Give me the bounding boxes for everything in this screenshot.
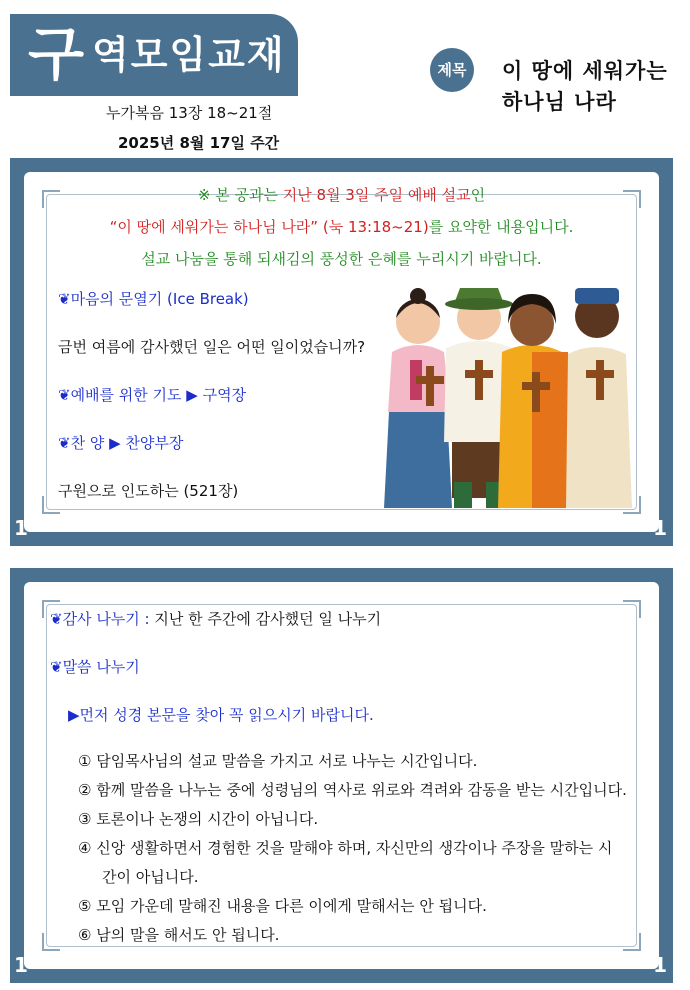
subject-badge: 제목 xyxy=(430,48,474,92)
rule-item: ⑥ 남의 말을 해서도 안 됩니다. xyxy=(78,926,280,944)
icebreak-heading: ❦마음의 문열기 (Ice Break) xyxy=(58,290,249,308)
intro-line-1-b: 지난 8월 3일 주일 예배 설교 xyxy=(282,186,471,204)
page-number-right: 1 xyxy=(653,953,667,977)
thanks-text: 지난 한 주간에 감사했던 일 나누기 xyxy=(154,610,382,628)
icebreak-question: 금번 여름에 감사했던 일은 어떤 일이었습니까? xyxy=(58,338,366,356)
rule-item: ③ 토론이나 논쟁의 시간이 아닙니다. xyxy=(78,810,319,828)
frame-corner xyxy=(623,933,641,951)
sharing-panel xyxy=(10,568,673,983)
title-banner xyxy=(10,14,298,96)
page-number-left: 1 xyxy=(14,516,28,540)
intro-line-2-a: “이 땅에 세워가는 하나님 나라” (눅 13:18~21) xyxy=(109,218,429,236)
word-heading: ❦말씀 나누기 xyxy=(50,658,140,676)
rule-item: ⑤ 모임 가운데 말해진 내용을 다른 이에게 말해서는 안 됩니다. xyxy=(78,897,487,915)
intro-line-2 xyxy=(24,216,659,237)
intro-line-1-a: ※ 본 공과는 xyxy=(197,186,283,204)
sharing-panel-inner xyxy=(24,582,659,969)
people-with-crosses-illustration xyxy=(382,282,634,508)
word-instruction: ▶먼저 성경 본문을 찾아 꼭 읽으시기 바랍니다. xyxy=(68,706,374,724)
intro-line-1 xyxy=(24,184,659,205)
intro-line-2-b: 를 요약한 내용입니다. xyxy=(428,218,574,236)
title-text: 역모임교재 xyxy=(92,33,286,77)
rule-item: ① 담임목사님의 설교 말씀을 가지고 서로 나누는 시간입니다. xyxy=(78,752,478,770)
intro-line-1-c: 인 xyxy=(470,186,486,204)
rule-item: ④ 신앙 생활하면서 경험한 것을 말해야 하며, 자신만의 생각이나 주장을 말하는 시 xyxy=(78,839,613,857)
subject-title xyxy=(502,56,668,118)
hymn-title: 구원으로 인도하는 (521장) xyxy=(58,482,239,500)
thanks-line xyxy=(50,608,381,629)
title-initial: 구 xyxy=(28,20,85,88)
rule-item: ② 함께 말씀을 나누는 중에 성령님의 역사로 위로와 격려와 감동을 받는 시간입니다. xyxy=(78,781,627,799)
page-number-right: 1 xyxy=(653,516,667,540)
scripture-reference: 누가복음 13장 18~21절 xyxy=(106,104,273,122)
lesson-date: 2025년 8월 17일 주간 xyxy=(118,134,280,152)
thanks-heading: ❦감사 나누기 : xyxy=(50,610,150,628)
subject-line-1: 이 땅에 세워가는 xyxy=(502,59,668,83)
person-hanbok xyxy=(384,288,452,508)
subject-line-2: 하나님 나라 xyxy=(502,90,617,114)
hymn-line: ❦찬 양 ▶ 찬양부장 xyxy=(58,434,184,452)
intro-line-3: 설교 나눔을 통해 되새김의 풍성한 은혜를 누리시기 바랍니다. xyxy=(141,250,542,268)
frame-corner xyxy=(42,933,60,951)
frame-corner xyxy=(623,600,641,618)
rule-item-continued: 간이 아닙니다. xyxy=(102,868,199,886)
page-number-left: 1 xyxy=(14,953,28,977)
prayer-line: ❦예배를 위한 기도 ▶ 구역장 xyxy=(58,386,247,404)
